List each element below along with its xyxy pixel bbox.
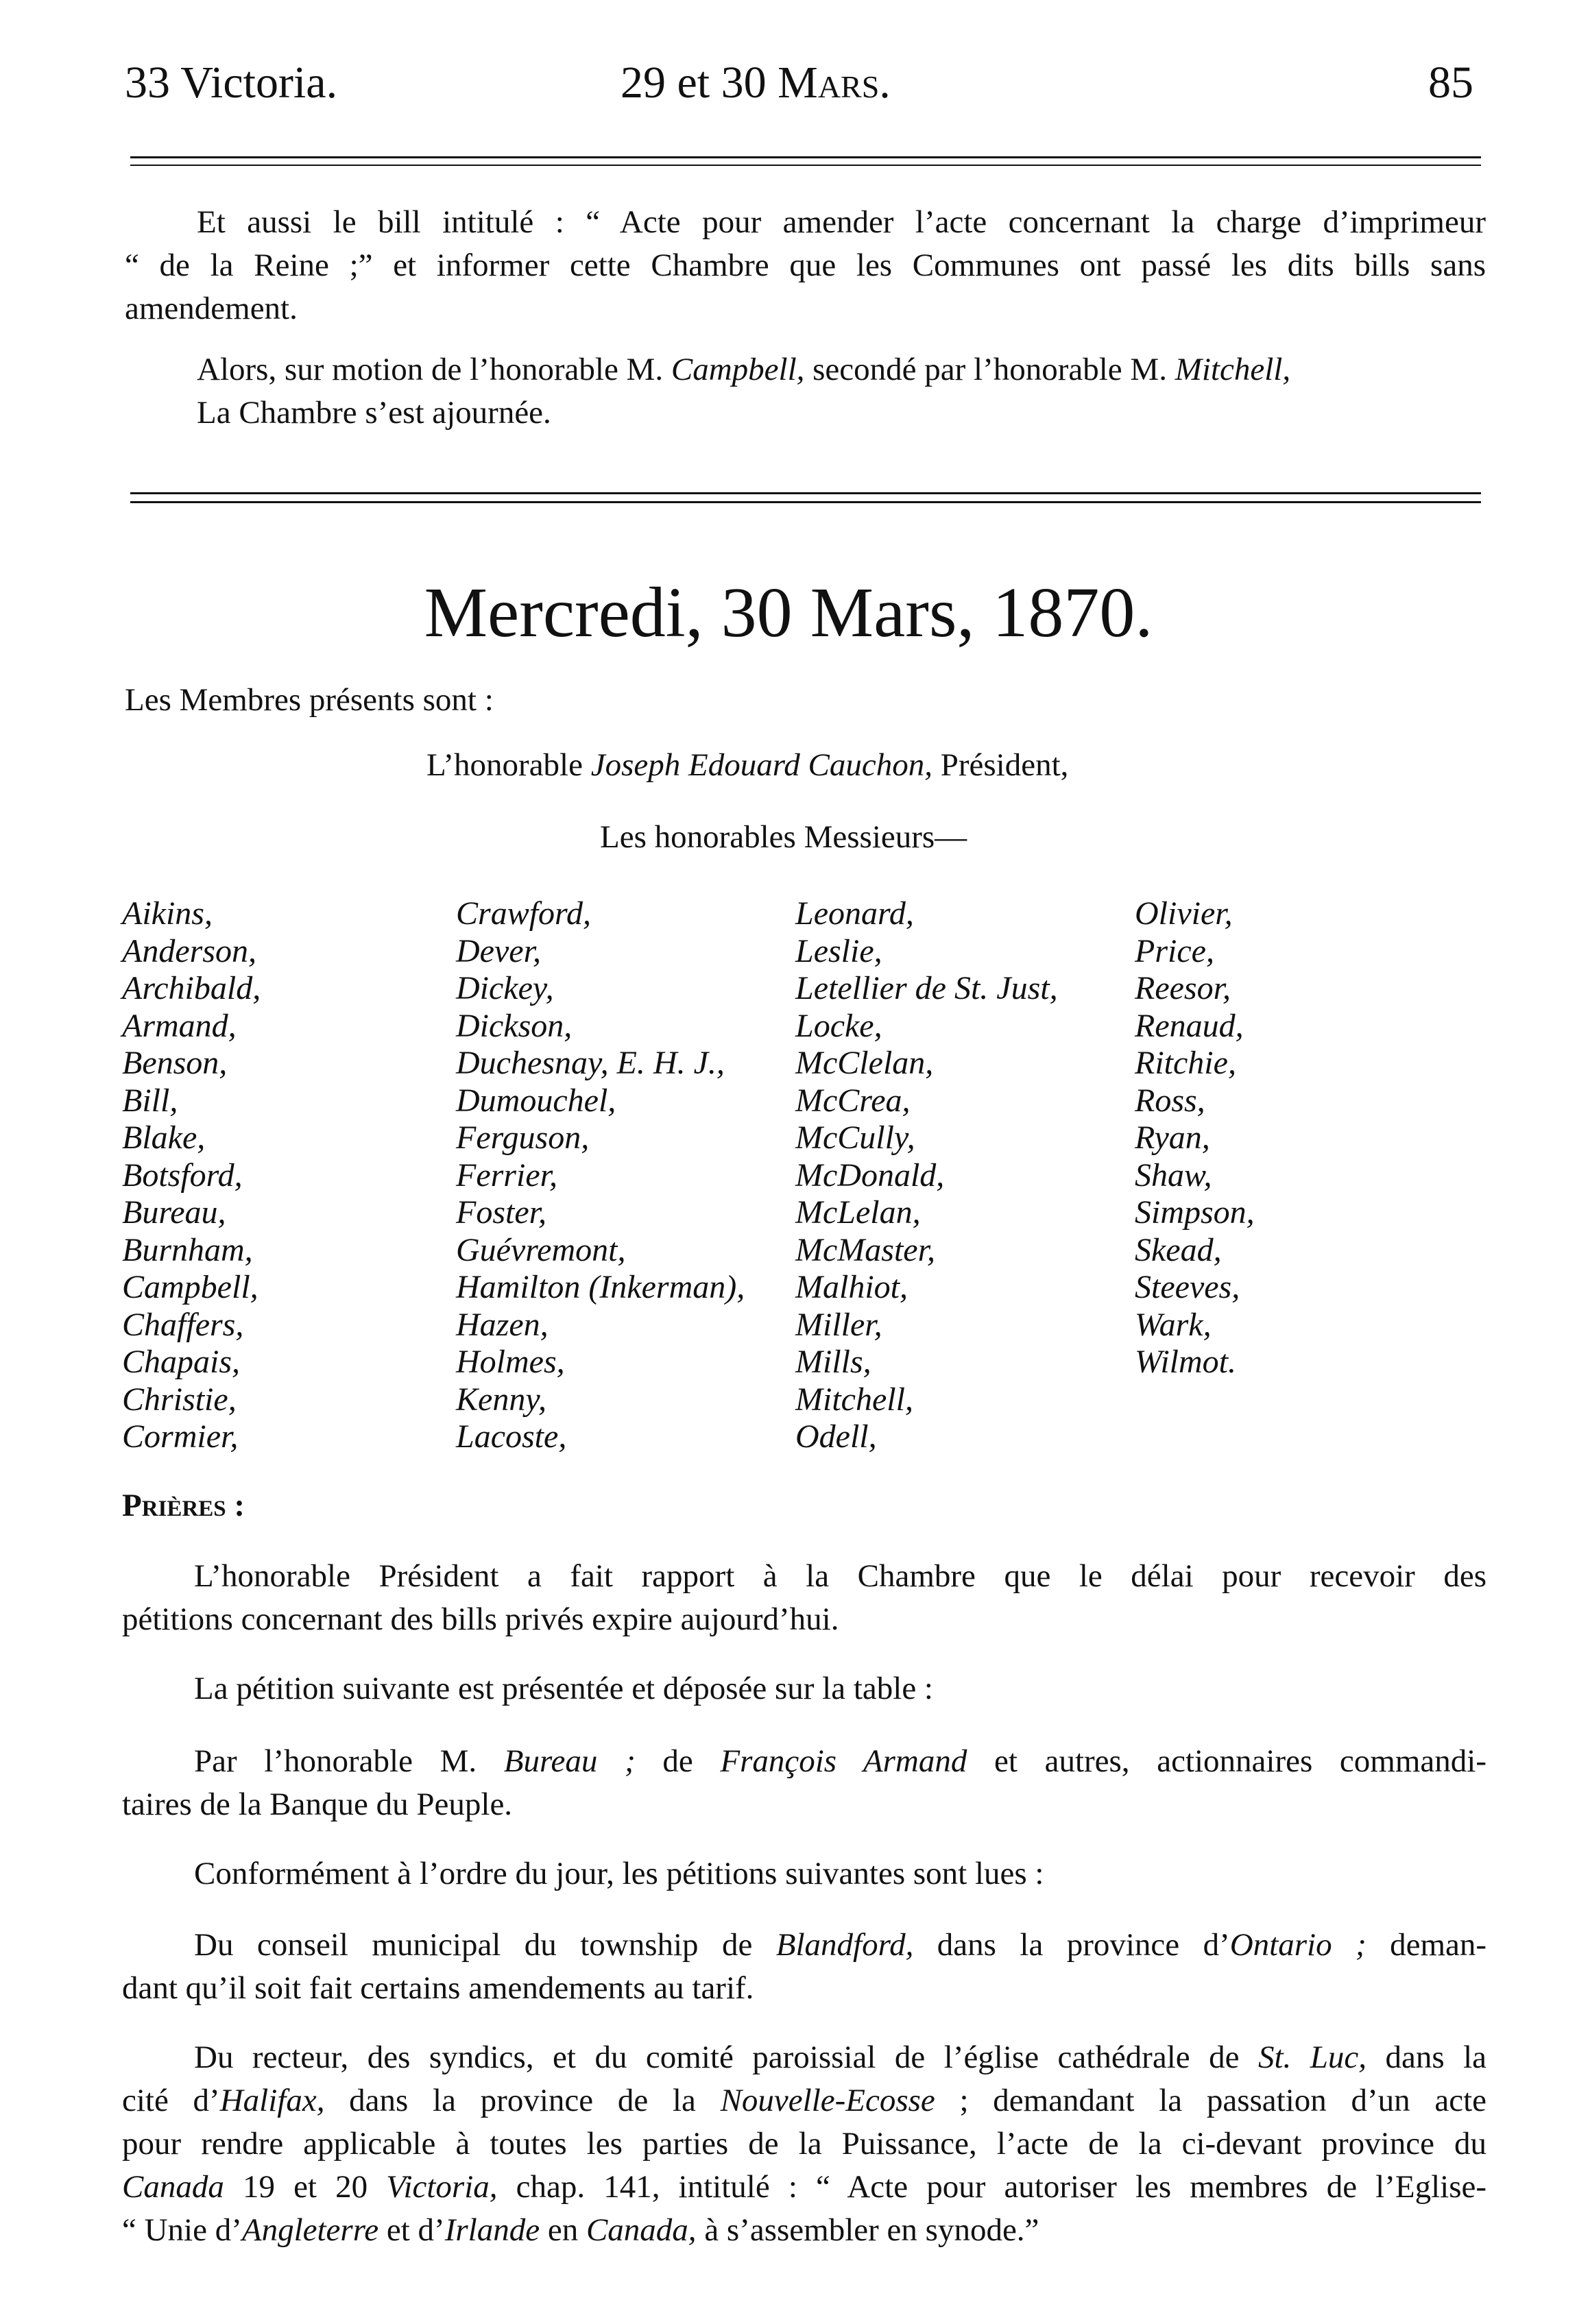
member-name: Dumouchel, [456,1082,616,1119]
place-name: Canada, [586,2212,697,2248]
prieres-heading: Prières : [122,1488,245,1523]
member-name: Christie, [122,1381,237,1418]
member-name: Cormier, [122,1418,239,1455]
member-name: Crawford, [456,895,591,932]
member-name: McLelan, [795,1194,921,1231]
member-name: Guévremont, [456,1231,626,1268]
paragraph-bill-imprimeur [125,201,1486,330]
header-date [621,60,891,106]
text-run: Du conseil municipal du township de [194,1927,776,1963]
member-name: Malhiot, [795,1269,908,1305]
member-name: Ferguson, [456,1119,590,1156]
paragraph-ordre [122,1852,1486,1896]
member-name: Burnham, [122,1231,253,1268]
text-line [122,2036,1486,2079]
text-line [122,1740,1486,1783]
member-name: Campbell, [122,1269,258,1305]
member-name: Armand, [122,1007,237,1044]
person-name: François Armand [720,1743,967,1779]
text-line: Et aussi le bill intitulé : “ Acte pour amender l’acte concernant la charge d’imprimeur [197,204,1486,240]
member-name: Dickey, [456,970,554,1006]
member-name: Steeves, [1135,1269,1240,1305]
member-name: Ross, [1135,1082,1205,1119]
text-line: pour rendre applicable à toutes les parties de la Puissance, l’acte de la ci-devant province du [122,2126,1486,2162]
text-line: amendement. [125,291,298,326]
member-name: Bureau ; [503,1743,636,1779]
date-heading: Mercredi, 30 Mars, 1870. [424,573,1153,652]
member-name: Chaffers, [122,1306,244,1343]
member-name: Anderson, [122,932,256,969]
paragraph-president-report [122,1555,1486,1641]
member-name: Letellier de St. Just, [795,970,1058,1006]
text-run: cité d’ [122,2083,220,2118]
member-name: Locke, [795,1007,882,1044]
messieurs-line: Les honorables Messieurs— [600,819,967,855]
member-name: McCrea, [795,1082,911,1119]
member-name: McCully, [795,1119,915,1156]
member-name: Kenny, [456,1381,546,1418]
place-name: St. Luc, [1257,2039,1367,2075]
text-line [122,2079,1486,2122]
member-name: Aikins, [122,895,213,932]
text-line: L’honorable Président a fait rapport à la Chambre que le délai pour recevoir des [194,1558,1486,1594]
member-name: McMaster, [795,1231,935,1268]
paragraph-bureau [122,1740,1486,1826]
member-name: Mitchell, [795,1381,913,1418]
member-name: Holmes, [456,1344,565,1380]
text-run: Président, [932,747,1069,783]
header-date-days: 29 et 30 [621,58,778,108]
page-number: 85 [1428,58,1473,108]
text-run: et d’ [378,2212,445,2248]
president-line [426,744,1455,787]
place-name: Halifax, [219,2083,325,2118]
place-name: Blandford, [775,1927,914,1963]
member-name: Reesor, [1135,970,1231,1006]
text-run: Du recteur, des syndics, et du comité paroissial de l’église cathédrale de [194,2039,1258,2075]
text-line [122,2166,1486,2209]
member-name: Leslie, [795,932,882,969]
text-run: secondé par l’honorable M. [804,352,1175,387]
text-line: “ de la Reine ;” et informer cette Chambre que les Communes ont passé les dits bills sans [125,247,1486,283]
member-name: Hamilton (Inkerman), [456,1269,745,1305]
paragraph-conseil [122,1924,1486,2010]
place-name: Ontario ; [1229,1927,1367,1963]
member-name: Mills, [795,1344,871,1380]
text-run: à s’assembler en synode.” [696,2212,1039,2248]
paragraph-petition [122,1667,1486,1710]
member-name: Duchesnay, E. H. J., [456,1045,725,1081]
header-rule-bottom [130,165,1481,166]
text-line: taires de la Banque du Peuple. [122,1787,513,1822]
member-name: Ritchie, [1135,1045,1236,1081]
member-name: Bill, [122,1082,178,1119]
member-name: Chapais, [122,1344,241,1380]
text-line [122,2209,1486,2252]
member-name: Hazen, [456,1306,549,1343]
text-run: dans la [1366,2039,1487,2075]
text-line: Conformément à l’ordre du jour, les pétitions suivantes sont lues : [194,1856,1044,1891]
member-name: Leonard, [795,895,914,932]
text-run: Alors, sur motion de l’honorable M. [197,352,671,387]
member-name: Dever, [456,932,541,969]
text-run: en [540,2212,586,2248]
members-column-1 [122,895,261,1456]
paragraph-recteur [122,2036,1486,2252]
members-column-4 [1135,895,1255,1381]
text-line [122,1924,1486,1967]
place-name: Irlande [444,2212,540,2248]
members-intro: Les Membres présents sont : [125,682,494,718]
members-column-2 [456,895,745,1456]
place-name: Angleterre [241,2212,379,2248]
text-line [125,348,1486,391]
text-line: La Chambre s’est ajournée. [197,395,551,431]
member-name: Odell, [795,1418,877,1455]
member-name: Blake, [122,1119,206,1156]
text-run: dans la province de la [324,2083,721,2118]
member-name: Simpson, [1135,1194,1255,1231]
text-run: ; demandant la passation d’un acte [935,2083,1486,2118]
member-name: McDonald, [795,1157,945,1194]
president-name: Joseph Edouard Cauchon, [590,747,932,783]
place-name: Nouvelle-Ecosse [720,2083,935,2118]
member-name: Botsford, [122,1157,243,1194]
member-name: Miller, [795,1306,882,1343]
text-run: L’honorable [426,747,591,783]
section-rule-bottom [130,501,1481,503]
member-name: Wilmot. [1135,1344,1237,1380]
place-name: Canada [122,2169,224,2205]
member-name: McClelan, [795,1045,934,1081]
member-name: Benson, [122,1045,228,1081]
members-column-3 [795,895,1058,1456]
member-name: Campbell, [671,352,805,387]
text-run: et autres, actionnaires commandi- [967,1743,1486,1779]
text-run: dans la province d’ [913,1927,1230,1963]
section-rule-top [130,492,1481,494]
member-name: Bureau, [122,1194,226,1231]
text-line: dant qu’il soit fait certains amendements au tarif. [122,1970,754,2006]
member-name: Mitchell, [1175,352,1291,387]
member-name: Archibald, [122,970,261,1006]
member-name: Ferrier, [456,1157,557,1194]
text-run: deman- [1366,1927,1487,1963]
text-line: La pétition suivante est présentée et déposée sur la table : [194,1671,933,1706]
statute-name: Victoria, [386,2169,498,2205]
member-name: Lacoste, [456,1418,567,1455]
member-name: Ryan, [1135,1119,1210,1156]
member-name: Dickson, [456,1007,573,1044]
header-rule-top [130,156,1481,158]
header-date-month: Mars. [778,58,891,108]
text-run: chap. 141, intitulé : “ Acte pour autoriser les membres de l’Eglise- [497,2169,1486,2205]
member-name: Renaud, [1135,1007,1244,1044]
text-line: pétitions concernant des bills privés expire aujourd’hui. [122,1601,839,1637]
header-volume: 33 Victoria. [125,58,338,108]
member-name: Olivier, [1135,895,1233,932]
paragraph-adjournment [125,348,1486,435]
text-run: 19 et 20 [224,2169,387,2205]
member-name: Shaw, [1135,1157,1212,1194]
text-run: Par l’honorable M. [194,1743,504,1779]
member-name: Skead, [1135,1231,1222,1268]
member-name: Wark, [1135,1306,1212,1343]
text-run: de [635,1743,721,1779]
text-run: “ Unie d’ [122,2212,242,2248]
member-name: Foster, [456,1194,546,1231]
member-name: Price, [1135,932,1214,969]
